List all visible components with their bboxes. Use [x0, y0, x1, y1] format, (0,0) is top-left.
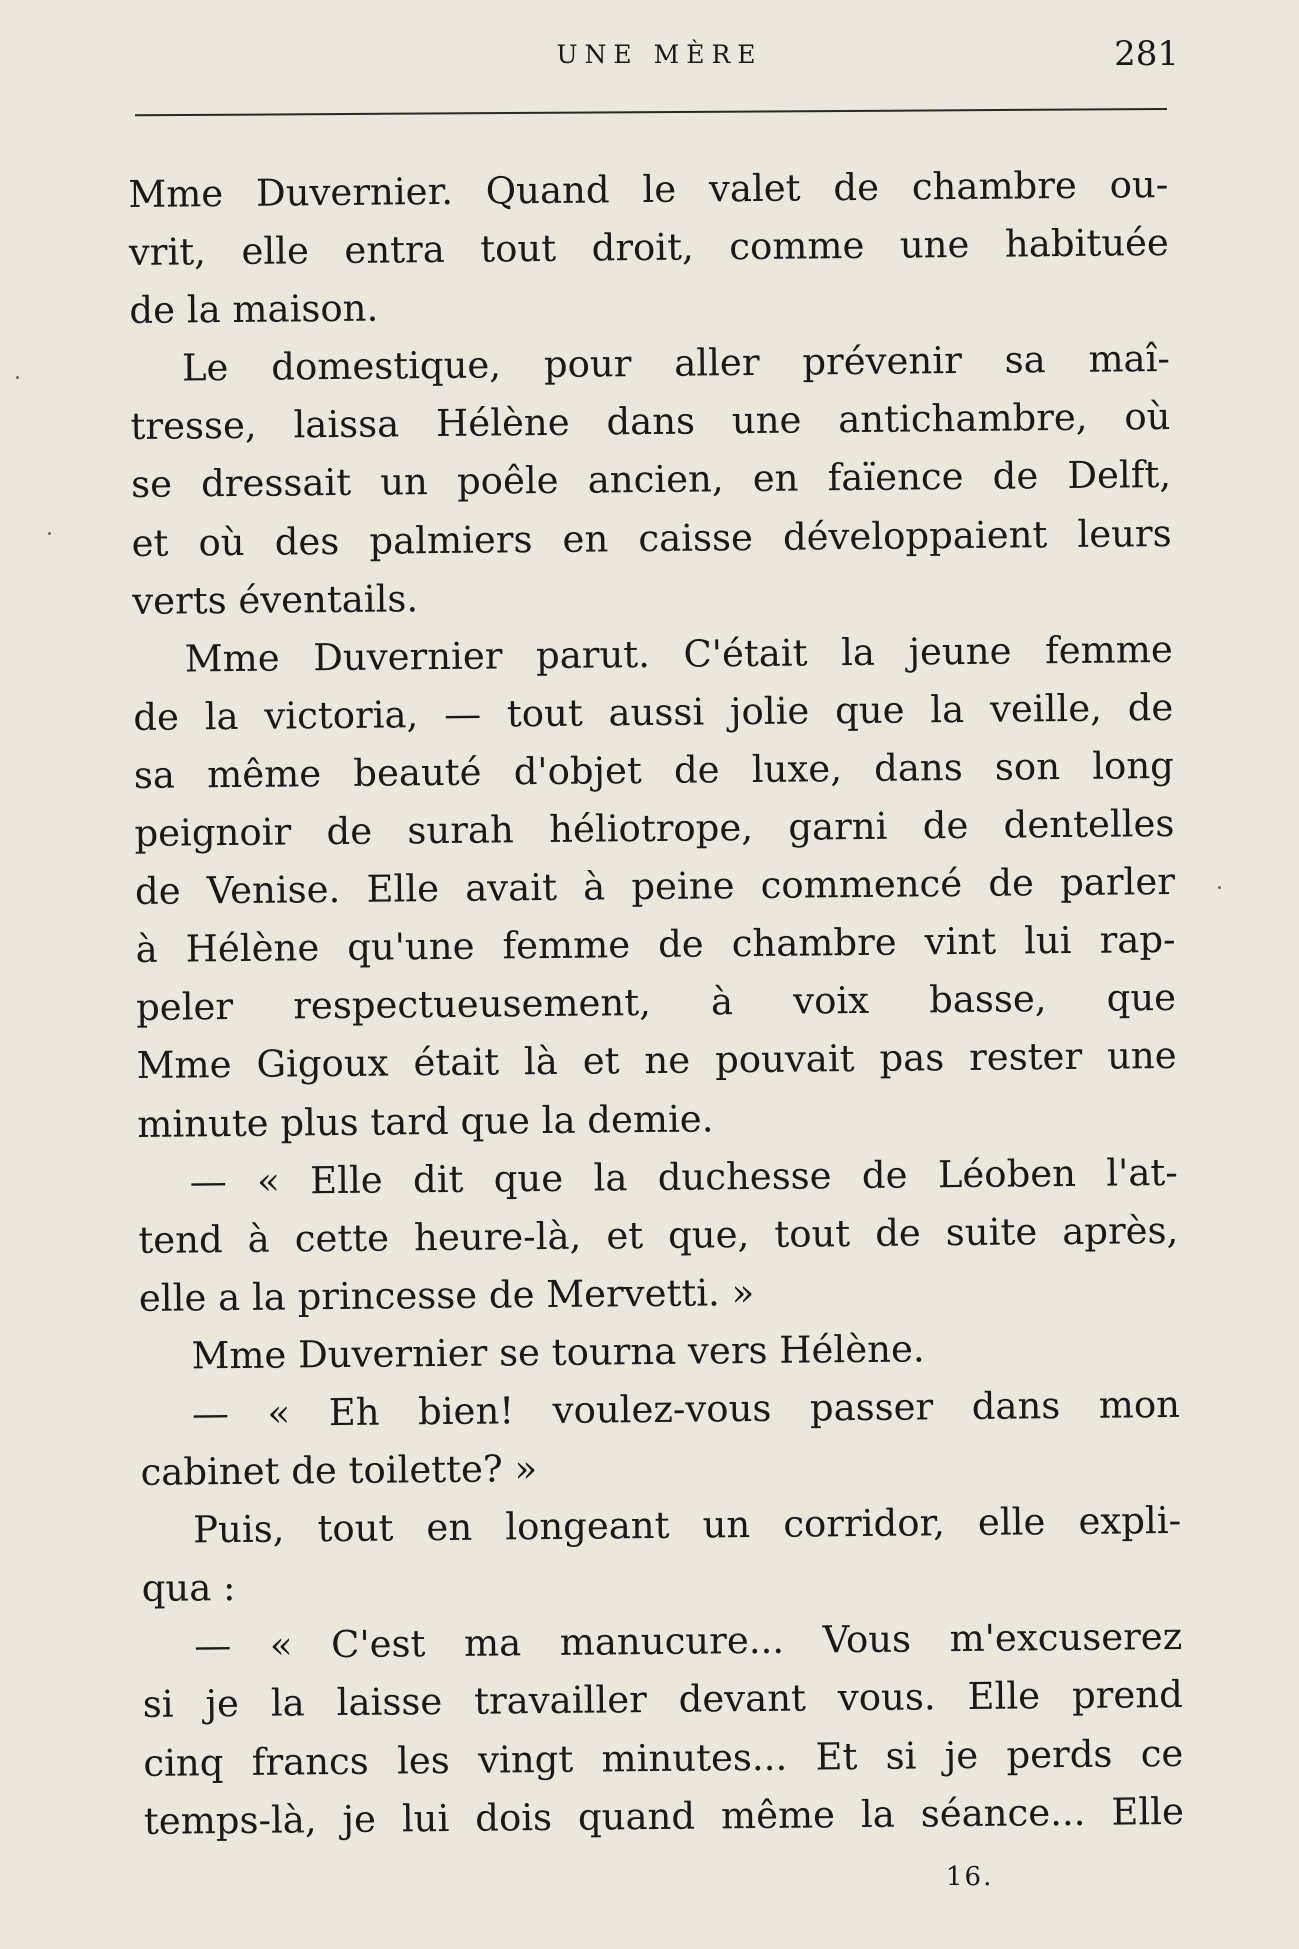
text-line: — « C'est ma manucure... Vous m'excuserez: [194, 1615, 1183, 1668]
text-line: Mme Duvernier. Quand le valet de chambre ou-: [128, 162, 1169, 216]
text-line: tresse, laissa Hélène dans une antichambre, où: [130, 395, 1171, 449]
text-line: et où des palmiers en caisse développaient leurs: [131, 511, 1172, 565]
text-line: Mme Duvernier parut. C'était la jeune femme: [184, 627, 1173, 681]
paper-speck: [16, 376, 19, 379]
text-line: de la victoria, — tout aussi jolie que la veille, de: [133, 685, 1174, 739]
text-line: — « Elle dit que la duchesse de Léoben l'at-: [189, 1150, 1178, 1204]
text-line: à Hélène qu'une femme de chambre vint lui rap-: [135, 918, 1176, 972]
signature-mark: 16.: [946, 1862, 994, 1892]
text-line: cabinet de toilette? »: [140, 1447, 538, 1494]
text-line: cinq francs les vingt minutes... Et si je perds ce: [143, 1731, 1184, 1785]
body-text: [128, 156, 1184, 1851]
text-line: peignoir de surah héliotrope, garni de dentelles: [134, 802, 1175, 855]
text-line: Mme Duvernier se tourna vers Hélène.: [191, 1327, 925, 1378]
text-line: verts éventails.: [132, 576, 419, 623]
text-line: qua :: [141, 1566, 236, 1611]
text-line: de Venise. Elle avait à peine commencé de parler: [134, 860, 1176, 914]
text-line: vrit, elle entra tout droit, comme une habituée: [128, 221, 1170, 275]
text-line: elle a la princesse de Mervetti. »: [138, 1270, 755, 1320]
text-line: — « Eh bien! voulez-vous passer dans mon: [191, 1382, 1181, 1436]
running-head: [140, 34, 1179, 80]
paper-speck: [1218, 886, 1221, 889]
header-rule: [135, 108, 1167, 116]
paper-speck: [48, 532, 51, 535]
page-number: 281: [1114, 34, 1179, 74]
text-line: minute plus tard que la demie.: [137, 1096, 714, 1146]
text-line: tend à cette heure-là, et que, tout de suite après,: [138, 1208, 1179, 1262]
text-line: Puis, tout en longeant un corridor, elle expli-: [192, 1499, 1182, 1552]
text-line: Le domestique, pour aller prévenir sa maî-: [181, 337, 1171, 390]
text-line: se dressait un poêle ancien, en faïence de Delft,: [130, 453, 1172, 507]
text-line: temps-là, je lui dois quand même la séance... Elle: [143, 1789, 1185, 1843]
text-line: si je la laisse travailler devant vous. Elle prend: [142, 1673, 1183, 1727]
text-line: Mme Gigoux était là et ne pouvait pas rester une: [136, 1034, 1177, 1088]
text-line: sa même beauté d'objet de luxe, dans son long: [133, 743, 1175, 797]
text-line: de la maison.: [129, 286, 379, 333]
text-line: peler respectueusement, à voix basse, que: [135, 976, 1177, 1030]
running-title: UNE MÈRE: [556, 40, 763, 69]
